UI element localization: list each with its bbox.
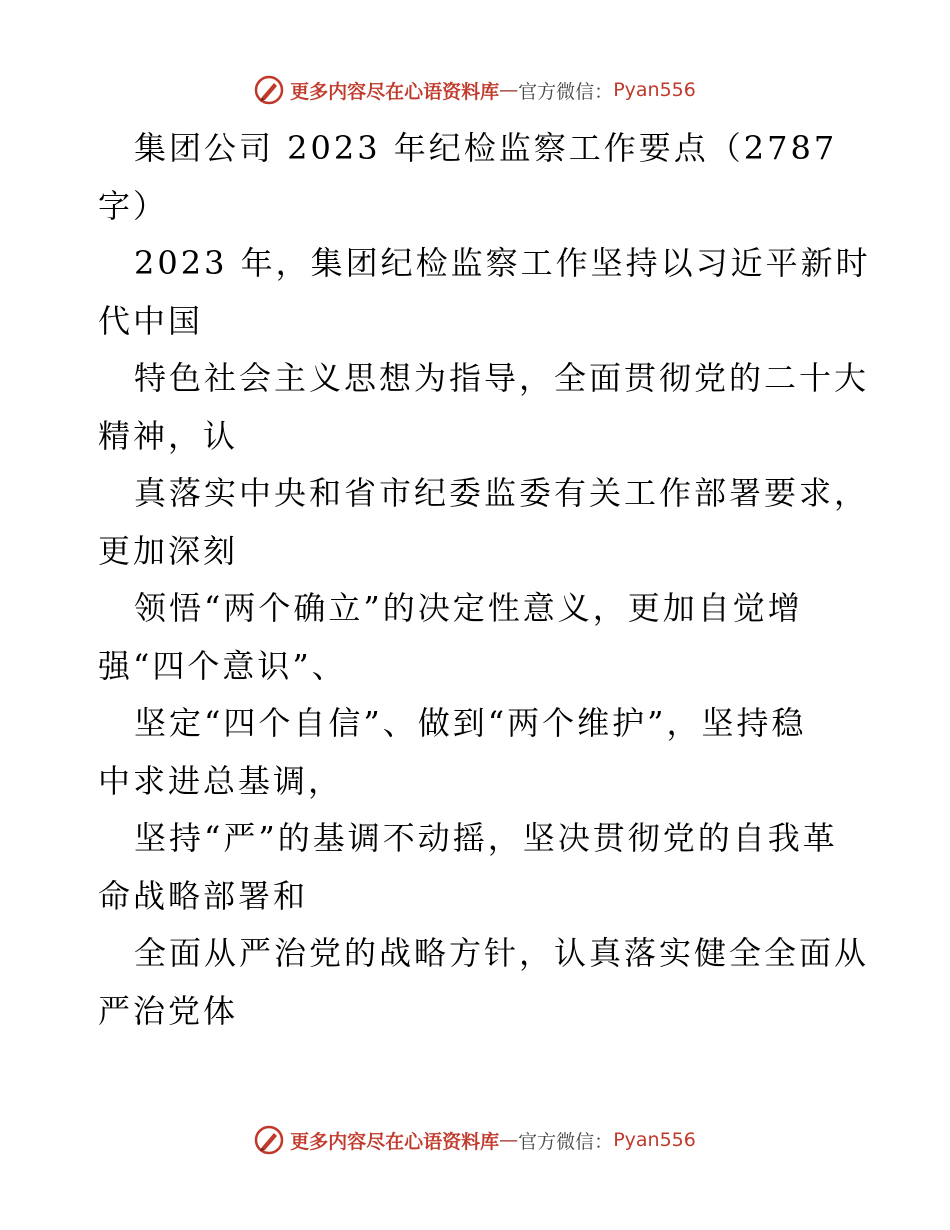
- header-watermark-banner: [0, 70, 950, 110]
- paragraph-line: 精神，认: [98, 416, 239, 455]
- footer-watermark-banner: [0, 1120, 950, 1160]
- paragraph-line: 命战略部署和: [98, 876, 309, 915]
- document-body: [98, 120, 871, 1040]
- paragraph-line: 中求进总基调，: [98, 761, 344, 800]
- banner-title: 更多内容尽在心语资料库: [290, 80, 500, 103]
- paragraph-line: 强“四个意识”、: [98, 646, 347, 685]
- pen-logo-icon: [254, 75, 284, 105]
- paragraph-line: 坚定“四个自信”、做到“两个维护”，坚持稳: [134, 704, 807, 742]
- banner-dash: —: [499, 79, 519, 101]
- paragraph-line: 严治党体: [98, 991, 239, 1030]
- pen-logo-icon: [254, 1125, 284, 1155]
- paragraph-line: 代中国: [98, 301, 204, 340]
- document-title-line-1: 集团公司 2023 年纪检监察工作要点（2787: [134, 129, 838, 167]
- paragraph-line: 领悟“两个确立”的决定性意义，更加自觉增: [134, 589, 803, 627]
- banner-wechat-id: Pyan556: [613, 79, 696, 101]
- banner-wechat-label: 官方微信：: [518, 80, 614, 103]
- banner-wechat-id: Pyan556: [613, 1129, 696, 1151]
- paragraph-line: 更加深刻: [98, 531, 239, 570]
- paragraph-line: 2023 年，集团纪检监察工作坚持以习近平新时: [134, 244, 871, 282]
- paragraph-line: 坚持“严”的基调不动摇，坚决贯彻党的自我革: [134, 819, 838, 857]
- paragraph-line: 真落实中央和省市纪委监委有关工作部署要求，: [134, 474, 870, 512]
- paragraph-line: 特色社会主义思想为指导，全面贯彻党的二十大: [134, 359, 870, 397]
- banner-wechat-label: 官方微信：: [518, 1130, 614, 1153]
- paragraph-line: 全面从严治党的战略方针，认真落实健全全面从: [134, 934, 870, 972]
- document-title-line-2: 字）: [98, 186, 169, 225]
- banner-title: 更多内容尽在心语资料库: [290, 1130, 500, 1153]
- banner-dash: —: [499, 1129, 519, 1151]
